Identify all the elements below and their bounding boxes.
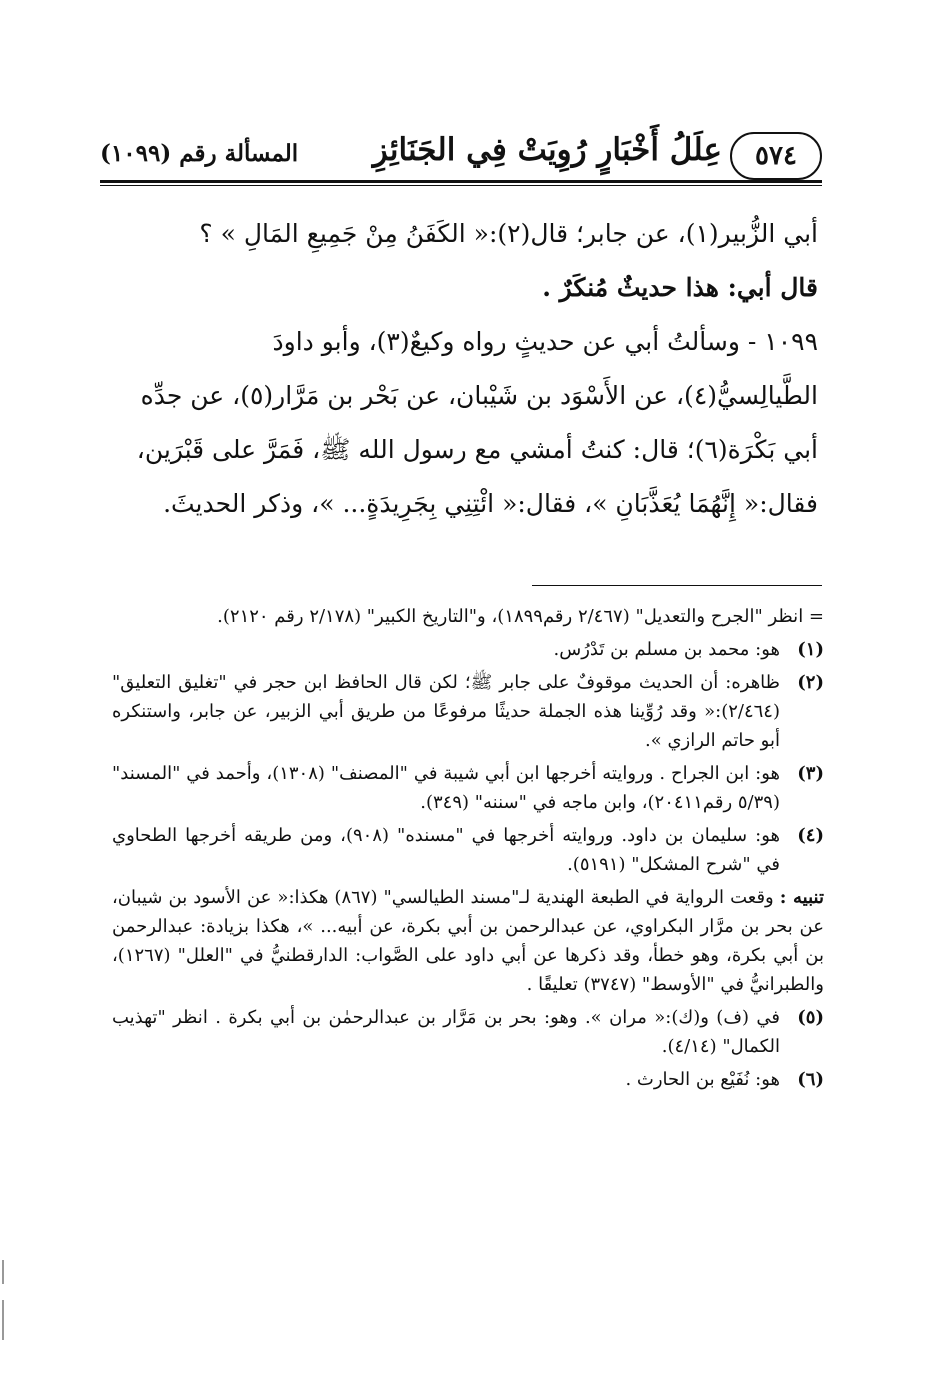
main-text — [112, 206, 818, 530]
footnote-text: هو: محمد بن مسلم بن تَدْرُس. — [553, 639, 780, 660]
page-header — [100, 128, 822, 180]
footnote — [112, 1003, 824, 1061]
tanbih-label: تنبيه : — [779, 887, 824, 908]
footnote-text: هو: سليمان بن داود. وروايته أخرجها في "مسنده" (٩٠٨)، ومن طريقه أخرجها الطحاوي في "شرح المشكل" (٥١٩١). — [112, 825, 780, 875]
footnote-number: (٤) — [797, 825, 824, 846]
tanbih-text: وقعت الرواية في الطبعة الهندية لـ"مسند الطيالسي" (٨٦٧) هكذا:« عن الأسود بن شيبان، عن بحر بن مرَّار البكراوي، عن عبدالرحمن بن أبي بكرة، عن أبيه... »، هكذا بزيادة: عبدالرحمن بن أبي بكرة، وهو خطأ، وقد ذكرها عن أبي داود على الصَّواب: الدارقطنيُّ في "العلل" (١٢٦٧)، والطبرانيُّ في "الأوسط" (٣٧٤٧) تعليقًا . — [112, 887, 824, 995]
issue-number: المسألة رقم (١٠٩٩) — [100, 140, 299, 167]
footnote-number: (٣) — [797, 763, 824, 784]
scan-edge-mark — [2, 1300, 4, 1340]
footnote — [112, 1065, 824, 1094]
footnote-number: (٥) — [797, 1007, 824, 1028]
scan-edge-mark — [2, 1260, 4, 1284]
page-number-badge: ٥٧٤ — [730, 132, 822, 180]
footnotes — [112, 602, 824, 1098]
header-rule-thin — [100, 185, 822, 186]
main-line: ١٠٩٩ - وسألتُ أبي عن حديثٍ رواه وكيعٌ(٣)، وأبو داودَ — [272, 326, 818, 356]
footnote-text: هو: نُفَيْع بن الحارث . — [625, 1069, 780, 1090]
book-title: عِلَلُ أَخْبَارٍ رُوِيَتْ فِي الجَنَائِزِ — [372, 132, 722, 168]
footnote-text: في (ف) و(ك):« مران ». وهو: بحر بن مَرَّار بن عبدالرحمٰن بن أبي بكرة . انظر "تهذيب الكمال" (٤/١٤). — [112, 1007, 780, 1057]
footnote-separator — [532, 585, 822, 586]
footnote-number: (٦) — [797, 1069, 824, 1090]
footnote — [112, 821, 824, 879]
tanbih-note — [112, 883, 824, 999]
footnote-text: ظاهره: أن الحديث موقوفٌ على جابر ﷺ؛ لكن قال الحافظ ابن حجر في "تغليق التعليق" (٢/٤٦٤):« وقد رُوِّينا هذه الجملة حديثًا مرفوعًا من طريق أبي الزبير، عن جابر، واستنكره أبو حاتم الرازي ». — [112, 672, 780, 751]
footnote — [112, 759, 824, 817]
main-line: أبي بَكْرَة(٦)؛ قال: كنتُ أمشي مع رسول الله ﷺ، فَمَرَّ على قَبْرَين، — [136, 434, 818, 464]
footnote-text: هو: ابن الجراح . وروايته أخرجها ابن أبي شيبة في "المصنف" (١٣٠٨)، وأحمد في "المسند" (٥/٣٩ رقم٢٠٤١١)، وابن ماجه في "سننه" (٣٤٩). — [112, 763, 780, 813]
main-line: فقال:« إِنَّهُمَا يُعَذَّبَانِ »، فقال:« ائْتِنِي بِجَرِيدَةٍ... »، وذكر الحديثَ. — [163, 488, 818, 518]
main-line: قال أبي: هذا حديثٌ مُنكَرٌ . — [542, 272, 818, 302]
main-line: أبي الزُّبير(١)، عن جابر؛ قال(٢):« الكَفَنُ مِنْ جَمِيعِ المَالِ » ؟ — [199, 218, 818, 248]
footnote — [112, 635, 824, 664]
header-rule-thick — [100, 180, 822, 183]
main-line: الطَّيالِسيُّ(٤)، عن الأَسْوَد بن شَيْبان، عن بَحْر بن مَرَّار(٥)، عن جدِّه — [140, 380, 818, 410]
footnote-continuation: = انظر "الجرح والتعديل" (٢/٤٦٧ رقم١٨٩٩)، و"التاريخ الكبير" (٢/١٧٨ رقم ٢١٢٠). — [217, 606, 824, 627]
footnote — [112, 668, 824, 755]
footnote-number: (١) — [797, 639, 824, 660]
footnote-number: (٢) — [797, 672, 824, 693]
